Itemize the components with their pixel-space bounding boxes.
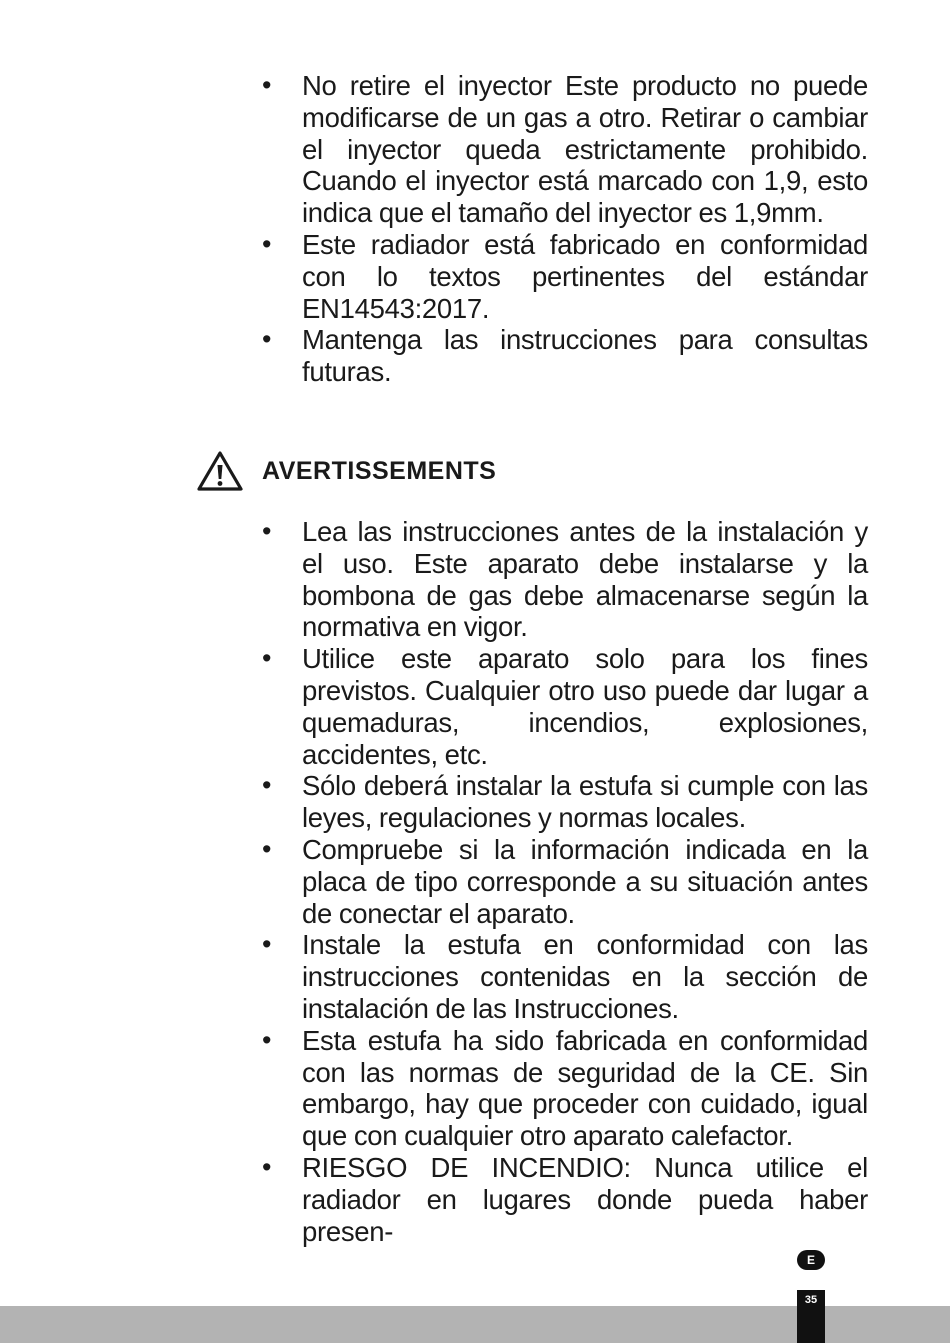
bullet-icon: • bbox=[262, 516, 272, 546]
list-item bbox=[262, 324, 868, 388]
page-number: 35 bbox=[797, 1290, 825, 1343]
list-item-text: Lea las instrucciones antes de la instalación y el uso. Este aparato debe instalarse y la bombona de gas debe almacenarse según la normativa en vigor. bbox=[302, 516, 868, 643]
list-item-text: No retire el inyector Este producto no puede modificarse de un gas a otro. Retirar o cambiar el inyector queda estrictamente prohibido. Cuando el inyector está marcado con 1,9, esto indica que el tamaño del inyector es 1,9mm. bbox=[302, 70, 868, 229]
top-bullet-list bbox=[262, 70, 868, 388]
list-item bbox=[262, 1152, 868, 1247]
bullet-icon: • bbox=[262, 324, 272, 355]
list-item-text: Esta estufa ha sido fabricada en conformidad con las normas de seguridad de la CE. Sin embargo, hay que proceder con cuidado, igual que con cualquier otro aparato calefactor. bbox=[302, 1024, 868, 1152]
bullet-icon: • bbox=[262, 643, 272, 674]
list-item bbox=[262, 516, 868, 643]
list-item bbox=[262, 834, 868, 929]
bullet-icon: • bbox=[262, 1024, 272, 1055]
list-item bbox=[262, 643, 868, 770]
bullet-icon: • bbox=[262, 929, 272, 960]
section-heading bbox=[196, 450, 496, 492]
bullet-icon: • bbox=[262, 70, 272, 100]
bullet-icon: • bbox=[262, 1151, 272, 1182]
list-item-text: Compruebe si la información indicada en la placa de tipo corresponde a su situación antes de conectar el aparato. bbox=[302, 833, 868, 929]
warnings-bullet-list bbox=[262, 516, 868, 1247]
list-item-text: Utilice este aparato solo para los fines previstos. Cualquier otro uso puede dar lugar a quemaduras, incendios, explosiones, accidentes, etc. bbox=[302, 643, 868, 770]
section-title: AVERTISSEMENTS bbox=[262, 456, 497, 485]
list-item bbox=[262, 770, 868, 834]
list-item bbox=[262, 929, 868, 1024]
list-item bbox=[262, 1025, 868, 1152]
list-item bbox=[262, 229, 868, 324]
list-item-text: Mantenga las instrucciones para consultas futuras. bbox=[302, 324, 868, 388]
list-item bbox=[262, 70, 868, 229]
list-item-text: Este radiador está fabricado en conformidad con lo textos pertinentes del estándar EN14543:2017. bbox=[302, 228, 868, 324]
list-item-text: RIESGO DE INCENDIO: Nunca utilice el radiador en lugares donde pueda haber presen- bbox=[302, 1151, 868, 1247]
language-badge: E bbox=[797, 1250, 825, 1270]
warning-triangle-icon bbox=[196, 450, 244, 492]
list-item-text: Instale la estufa en conformidad con las instrucciones contenidas en la sección de instalación de las Instrucciones. bbox=[302, 929, 868, 1024]
bullet-icon: • bbox=[262, 770, 272, 801]
list-item-text: Sólo deberá instalar la estufa si cumple con las leyes, regulaciones y normas locales. bbox=[302, 770, 868, 834]
bullet-icon: • bbox=[262, 833, 272, 864]
bullet-icon: • bbox=[262, 228, 272, 259]
